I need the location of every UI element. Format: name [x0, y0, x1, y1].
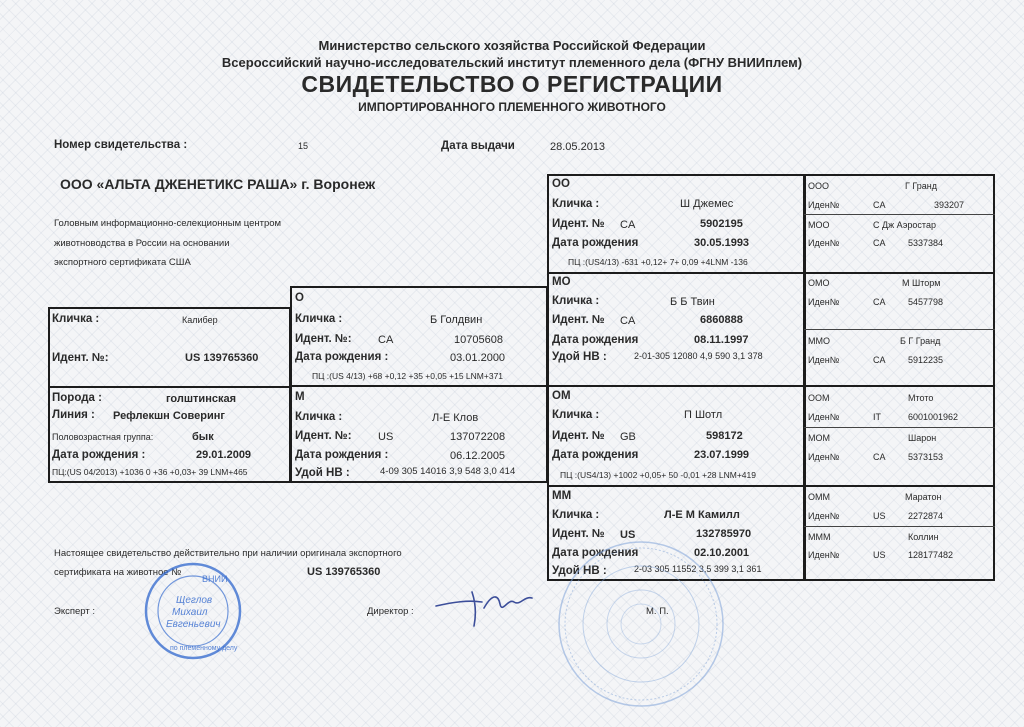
ggp-6-id-label: Иден№	[808, 452, 840, 462]
mm-name-label: Кличка :	[552, 509, 600, 521]
mo-id: 6860888	[700, 314, 743, 326]
dam-dob-label: Дата рождения :	[295, 449, 389, 461]
ggp-6-id: 5373153	[908, 452, 944, 462]
animal-pc: ПЦ:(US 04/2013) +1036 0 +36 +0,03+ 39 LNM+465	[52, 467, 248, 477]
mm-name: Л-Е М Камилл	[664, 509, 740, 521]
cert-date-label: Дата выдачи	[441, 140, 515, 152]
dam-name: Л-Е Клов	[432, 412, 479, 424]
om-code: ОМ	[552, 390, 571, 402]
mp-label: М. П.	[646, 606, 669, 617]
animal-divider	[48, 386, 291, 388]
ggp-4-id: 5912235	[908, 355, 944, 365]
ggp-2-id: 5337384	[908, 238, 944, 248]
sire-code: О	[295, 292, 304, 304]
ggp-6-code: МОМ	[808, 433, 830, 443]
sire-id-country: CA	[378, 334, 394, 346]
mo-name: Б Б Твин	[670, 296, 715, 308]
dam-id-label: Идент. №:	[295, 430, 352, 442]
institute-title: Всероссийский научно-исследовательский институт племенного дела (ФГНУ ВНИИплем)	[221, 55, 803, 70]
dam-id: 137072208	[450, 431, 506, 443]
om-dob-label: Дата рождения	[552, 449, 639, 461]
oo-id-country: CA	[620, 219, 636, 231]
sire-name: Б Голдвин	[430, 314, 483, 326]
ggp-4-id-label: Иден№	[808, 355, 840, 365]
dam-id-country: US	[378, 431, 394, 443]
oo-name-label: Кличка :	[552, 198, 600, 210]
ggp-8-code: МММ	[808, 532, 831, 542]
owner-line1: Головным информационно-селекционным центром	[54, 218, 282, 229]
stamp-text-patronymic: Евгеньевич	[166, 619, 221, 630]
oo-pc: ПЦ :(US4/13) -631 +0,12+ 7+ 0,09 +4LNM -136	[568, 257, 748, 267]
oo-dob-label: Дата рождения	[552, 237, 639, 249]
oo-id-label: Идент. №	[552, 218, 605, 230]
mm-id-country: US	[620, 529, 636, 541]
director-label: Директор :	[367, 606, 414, 617]
ggp-7-country: US	[873, 511, 886, 521]
ggp-6-country: CA	[873, 452, 886, 462]
mm-code: ММ	[552, 490, 572, 502]
mo-dob: 08.11.1997	[694, 334, 749, 346]
ggp-1-code: ООО	[808, 181, 830, 191]
mo-yield: 2-01-305 12080 4,9 590 3,1 378	[634, 351, 763, 361]
mo-name-label: Кличка :	[552, 295, 600, 307]
ggp-3-name: М Шторм	[902, 278, 941, 288]
ggp-1-id: 393207	[934, 200, 965, 210]
animal-line-label: Линия :	[52, 409, 95, 421]
expert-label: Эксперт :	[54, 606, 95, 617]
expert-stamp	[142, 560, 244, 662]
animal-breed-label: Порода :	[52, 392, 102, 404]
animal-line: Рефлекшн Соверинг	[113, 410, 225, 422]
sire-dob-label: Дата рождения :	[295, 351, 389, 363]
ggp-5-country: IT	[873, 412, 881, 422]
ggp-2-name: С Дж Аэростар	[873, 220, 936, 230]
owner-line3: экспортного сертификата США	[54, 257, 191, 268]
animal-id-label: Идент. №:	[52, 352, 109, 364]
official-seal	[555, 538, 727, 710]
om-id-label: Идент. №	[552, 430, 605, 442]
om-id: 598172	[706, 430, 743, 442]
ggp-2-code: МОО	[808, 220, 830, 230]
ggp-1-country: CA	[873, 200, 886, 210]
stamp-text-surname: Щеглов	[176, 595, 213, 606]
validity-animal-number: US 139765360	[307, 566, 381, 578]
stamp-text-dept: по племенному делу	[170, 645, 238, 652]
validity-line1: Настоящее свидетельство действительно при наличии оригинала экспортного	[54, 548, 402, 559]
om-id-country: GB	[620, 431, 636, 443]
cert-number: 15	[298, 141, 309, 151]
oo-id: 5902195	[700, 218, 743, 230]
mo-yield-label: Удой НВ :	[552, 351, 607, 363]
ggp-divider-3	[804, 485, 995, 487]
ggp-2-id-label: Иден№	[808, 238, 840, 248]
ggp-3-code: ОМО	[808, 278, 830, 288]
ggp-3-id: 5457798	[908, 297, 944, 307]
om-pc: ПЦ :(US4/13) +1002 +0,05+ 50 -0,01 +28 LNM+419	[560, 470, 756, 480]
ggp-divider-d	[804, 526, 995, 527]
ggp-4-country: CA	[873, 355, 886, 365]
parents-divider	[290, 385, 548, 387]
gp-divider-2	[547, 385, 805, 387]
stamp-text-name: Михаил	[172, 607, 208, 618]
sire-pc: ПЦ :(US 4/13) +68 +0,12 +35 +0,05 +15 LNM+371	[312, 371, 504, 381]
sire-dob: 03.01.2000	[450, 352, 506, 364]
ggp-divider-2	[804, 385, 995, 387]
certificate-subtitle: ИМПОРТИРОВАННОГО ПЛЕМЕННОГО ЖИВОТНОГО	[358, 100, 666, 114]
ggp-divider-1	[804, 272, 995, 274]
ggp-3-country: CA	[873, 297, 886, 307]
dam-code: М	[295, 391, 305, 403]
validity-line2: сертификата на животное №	[54, 567, 182, 578]
ggp-1-id-label: Иден№	[808, 200, 840, 210]
cert-number-label: Номер свидетельства :	[54, 139, 188, 151]
ggp-7-code: ОММ	[808, 492, 830, 502]
animal-group-label: Половозрастная группа:	[52, 432, 154, 442]
owner-company: ООО «АЛЬТА ДЖЕНЕТИКС РАША» г. Воронеж	[60, 176, 376, 192]
ggp-4-code: ММО	[808, 336, 830, 346]
mm-id-label: Идент. №	[552, 528, 605, 540]
ggp-4-name: Б Г Гранд	[900, 336, 941, 346]
ministry-title: Министерство сельского хозяйства Российской Федерации	[318, 38, 706, 53]
gp-divider-1	[547, 272, 805, 274]
cert-date: 28.05.2013	[550, 141, 606, 153]
oo-name: Ш Джемес	[680, 198, 734, 210]
animal-dob: 29.01.2009	[196, 449, 252, 461]
animal-breed: голштинская	[166, 393, 236, 405]
mo-dob-label: Дата рождения	[552, 334, 639, 346]
om-dob: 23.07.1999	[694, 449, 750, 461]
dam-name-label: Кличка :	[295, 411, 343, 423]
ggp-8-id: 128177482	[908, 550, 954, 560]
gp-divider-3	[547, 485, 805, 487]
ggp-5-id-label: Иден№	[808, 412, 840, 422]
ggp-divider-c	[804, 427, 995, 428]
dam-yield: 4-09 305 14016 3,9 548 3,0 414	[380, 466, 516, 477]
sire-id: 10705608	[454, 334, 503, 346]
animal-group: бык	[192, 431, 214, 443]
dam-dob: 06.12.2005	[450, 450, 506, 462]
dam-yield-label: Удой НВ :	[295, 467, 350, 479]
mm-yield-label: Удой НВ :	[552, 565, 607, 577]
animal-name-label: Кличка :	[52, 313, 100, 325]
director-signature	[432, 584, 542, 630]
animal-id: US 139765360	[185, 352, 259, 364]
sire-name-label: Кличка :	[295, 313, 343, 325]
ggp-5-code: ООМ	[808, 393, 830, 403]
mo-id-label: Идент. №	[552, 314, 605, 326]
animal-dob-label: Дата рождения :	[52, 449, 146, 461]
ggp-8-id-label: Иден№	[808, 550, 840, 560]
mm-dob: 02.10.2001	[694, 547, 750, 559]
stamp-text-org: ВНИИ	[202, 574, 228, 584]
om-name-label: Кличка :	[552, 409, 600, 421]
ggp-7-id-label: Иден№	[808, 511, 840, 521]
ggp-8-name: Коллин	[908, 532, 939, 542]
ggp-1-name: Г Гранд	[905, 181, 937, 191]
ggp-7-name: Маратон	[905, 492, 942, 502]
ggp-6-name: Шарон	[908, 433, 937, 443]
ggp-7-id: 2272874	[908, 511, 944, 521]
certificate-title: СВИДЕТЕЛЬСТВО О РЕГИСТРАЦИИ	[301, 71, 723, 97]
om-name: П Шотл	[684, 409, 723, 421]
ggp-2-country: CA	[873, 238, 886, 248]
mo-id-country: CA	[620, 315, 636, 327]
mo-code: МО	[552, 276, 571, 288]
ggp-8-country: US	[873, 550, 886, 560]
animal-name: Калибер	[182, 315, 218, 325]
oo-code: ОО	[552, 178, 570, 190]
ggp-divider-b	[804, 329, 995, 330]
mm-id: 132785970	[696, 528, 752, 540]
owner-line2: животноводства в России на основании	[54, 238, 230, 249]
sire-id-label: Идент. №:	[295, 333, 352, 345]
ggp-3-id-label: Иден№	[808, 297, 840, 307]
oo-dob: 30.05.1993	[694, 237, 750, 249]
ggp-5-name: Мтото	[908, 393, 934, 403]
ggp-divider-a	[804, 214, 995, 215]
mm-yield: 2-03 305 11552 3,5 399 3,1 361	[634, 564, 762, 574]
mm-dob-label: Дата рождения	[552, 547, 639, 559]
ggp-5-id: 6001001962	[908, 412, 959, 422]
